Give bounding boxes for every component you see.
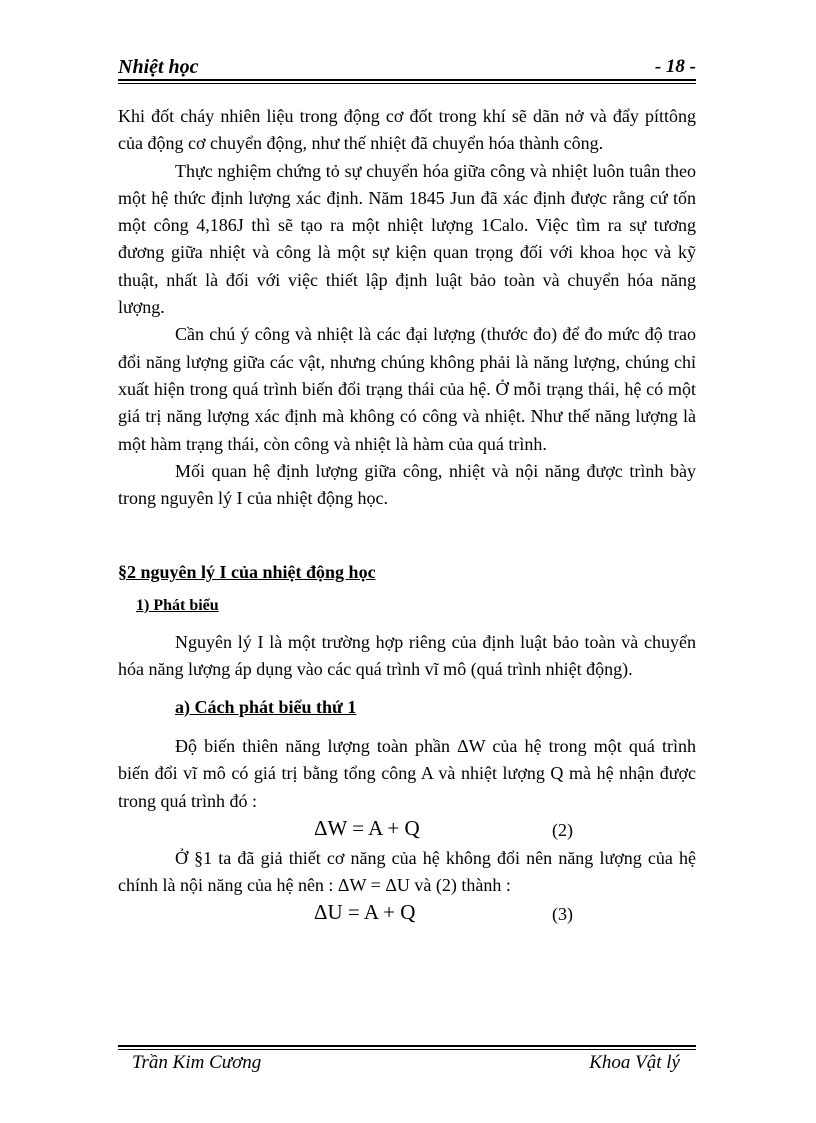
header-rule (118, 79, 696, 81)
paragraph-2: Thực nghiệm chứng tỏ sự chuyển hóa giữa công và nhiệt luôn tuân theo một hệ thức định lượng xác định. Năm 1845 Jun đã xác định được rằng cứ tốn một công 4,186J thì sẽ tạo ra một nhiệt lượng 1Calo. Việc tìm ra sự tương đương giữa nhiệt và công là một sự kiện quan trọng đối với khoa học và kỹ thuật, nhất là đối với việc thiết lập định luật bảo toàn và chuyển hóa năng lượng. (118, 160, 696, 318)
paragraph-7: Ở §1 ta đã giả thiết cơ năng của hệ không đổi nên năng lượng của hệ chính là nội năng của hệ nên : ΔW = ΔU và (2) thành : (118, 847, 696, 896)
subheading-first-statement: a) Cách phát biểu thứ 1 (175, 696, 357, 717)
equation-2-number: (2) (552, 819, 573, 840)
footer-department: Khoa Vật lý (589, 1052, 680, 1073)
footer-rule-thin (118, 1049, 696, 1050)
equation-2-expression: ΔW = A + Q (314, 815, 420, 840)
subheading-statement: 1) Phát biểu (136, 596, 219, 614)
paragraph-1: Khi đốt cháy nhiên liệu trong động cơ đốt trong khí sẽ dãn nở và đẩy píttông của động cơ chuyển động, như thế nhiệt đã chuyển hóa thành công. (118, 106, 696, 154)
footer-author: Trần Kim Cương (132, 1052, 262, 1073)
header-rule-thin (118, 83, 696, 84)
page-number: - 18 - (654, 56, 696, 77)
equation-2 (118, 815, 696, 845)
paragraph-3: Cần chú ý công và nhiệt là các đại lượng (thước đo) để đo mức độ trao đổi năng lượng giữa các vật, nhưng chúng không phải là năng lượng, chúng chỉ xuất hiện trong quá trình biến đổi trạng thái của hệ. Ở mỗi trạng thái, hệ có một giá trị năng lượng xác định mà không có công và nhiệt. Như thế năng lượng là một hàm trạng thái, còn công và nhiệt là hàm của quá trình. (118, 324, 696, 454)
page-body (118, 103, 696, 929)
page-header (118, 56, 696, 80)
paragraph-5: Nguyên lý I là một trường hợp riêng của định luật bảo toàn và chuyển hóa năng lượng áp dụng vào các quá trình vĩ mô (quá trình nhiệt động). (118, 632, 696, 680)
paragraph-4: Mối quan hệ định lượng giữa công, nhiệt và nội năng được trình bày trong nguyên lý I của nhiệt động học. (118, 460, 696, 509)
section-heading: §2 nguyên lý I của nhiệt động học (118, 562, 376, 583)
equation-3-number: (3) (552, 904, 573, 925)
equation-3 (118, 899, 696, 929)
footer-rule (118, 1045, 696, 1047)
equation-3-expression: ΔU = A + Q (314, 900, 416, 925)
paragraph-6: Độ biến thiên năng lượng toàn phần ΔW của hệ trong một quá trình biến đổi vĩ mô có giá trị bằng tổng công A và nhiệt lượng Q mà hệ nhận được trong quá trình đó : (118, 735, 696, 811)
header-title: Nhiệt học (118, 56, 199, 78)
